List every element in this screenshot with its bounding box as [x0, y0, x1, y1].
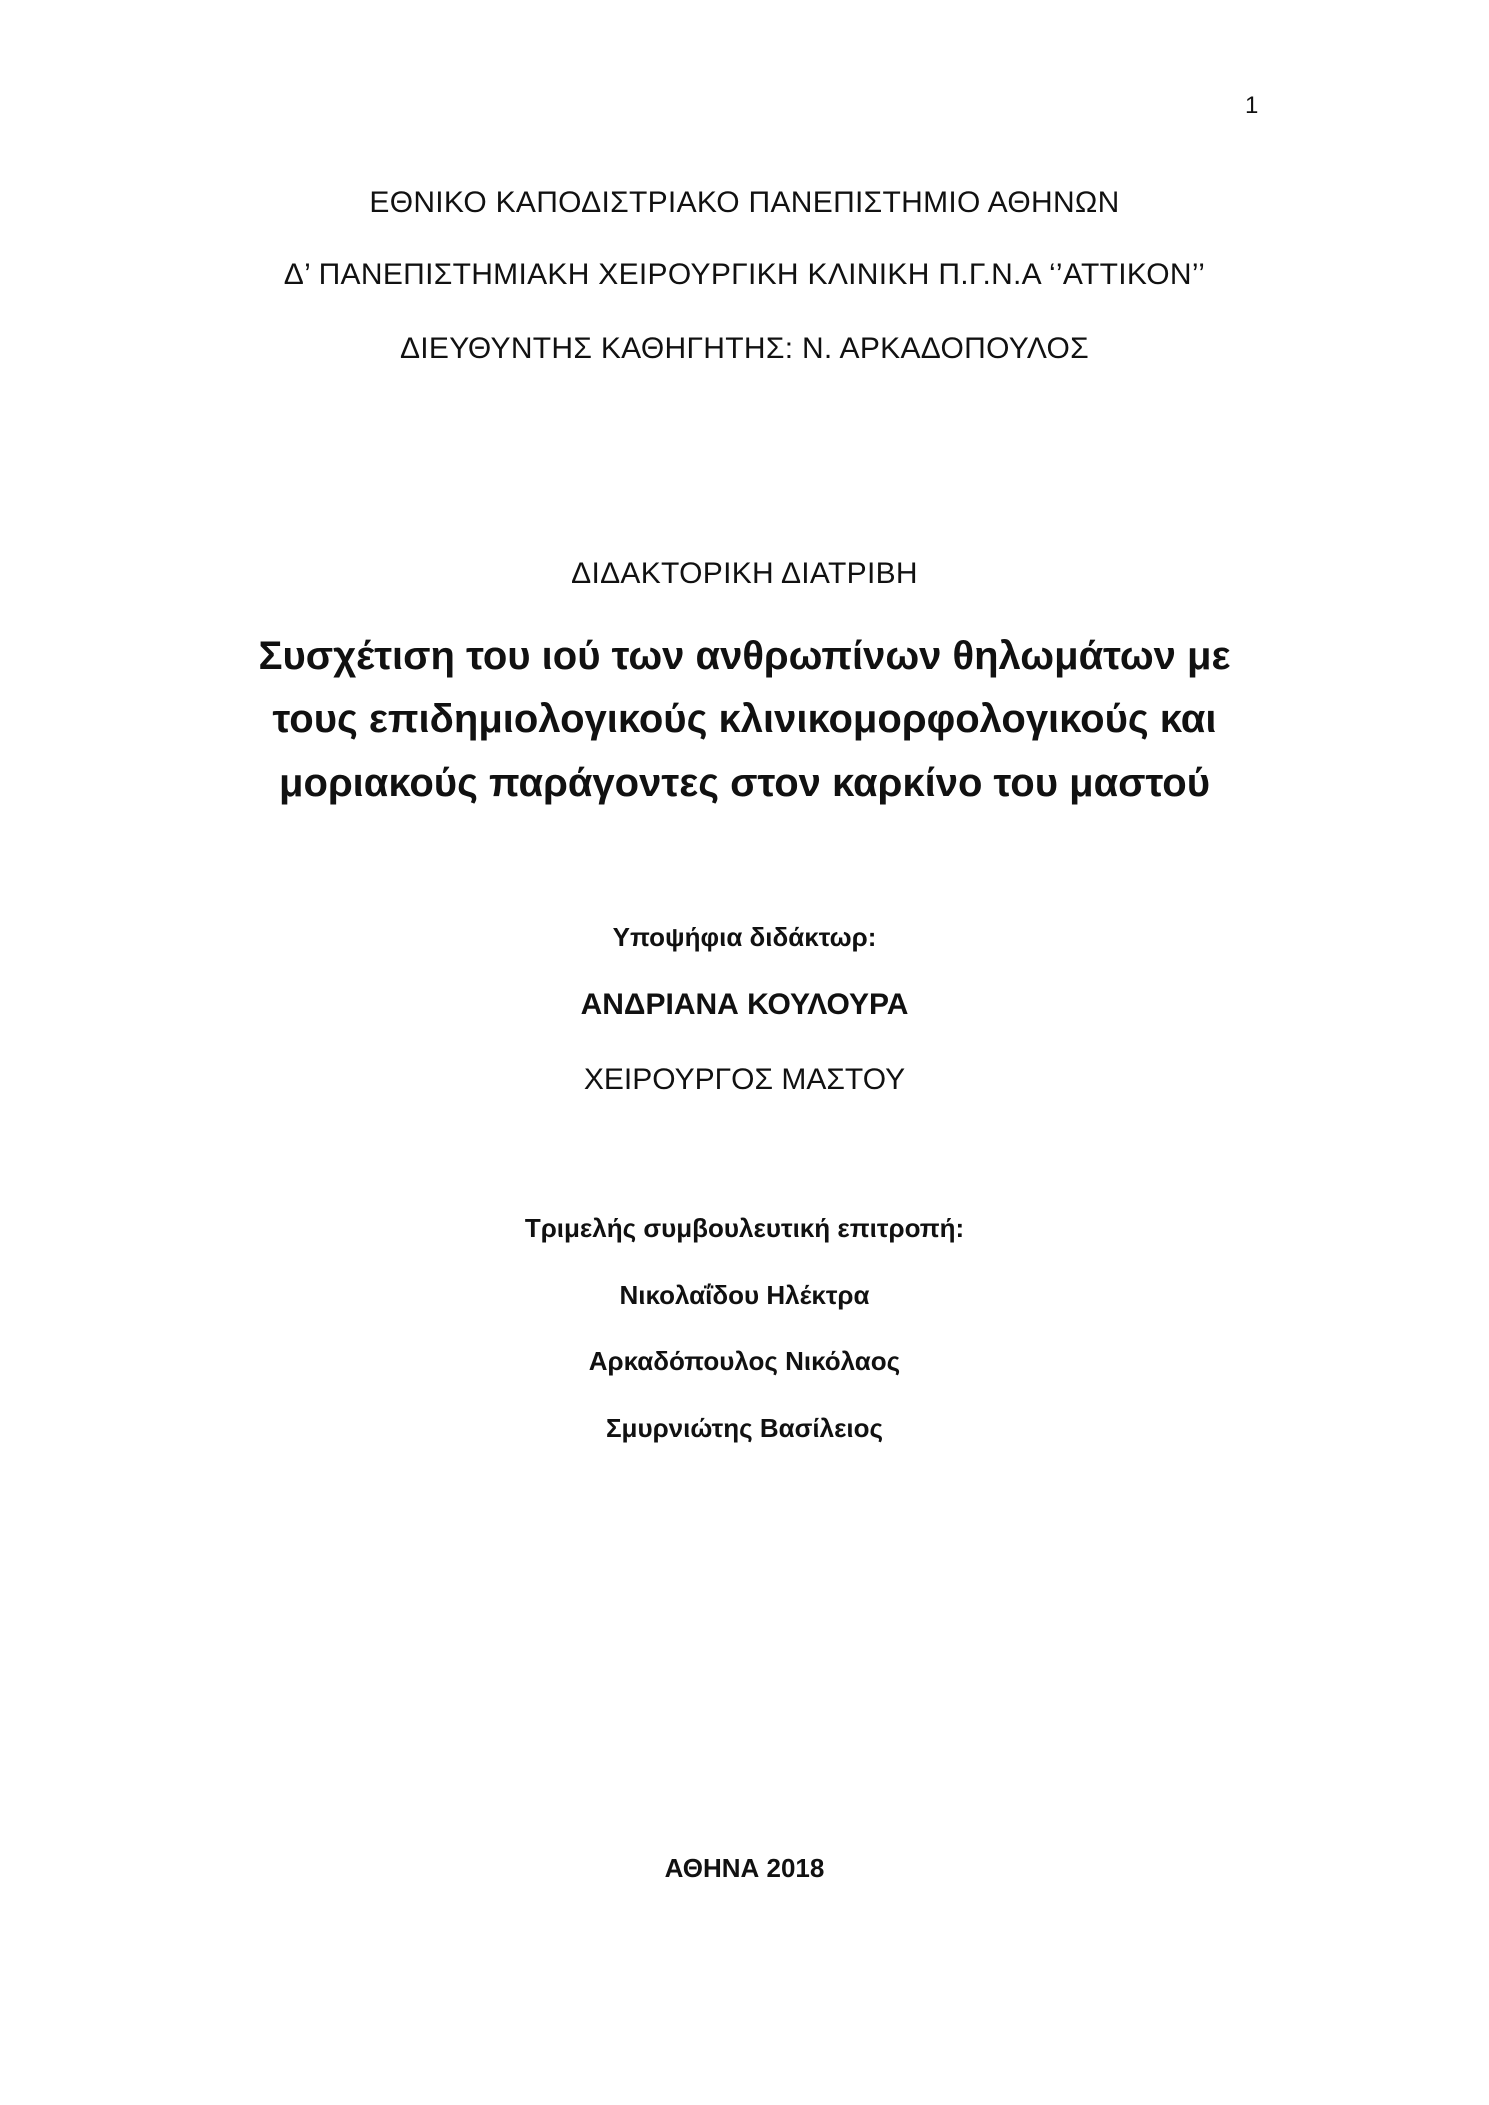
thesis-title-line-2: τους επιδημιολογικούς κλινικομορφολογικούς και	[272, 697, 1217, 741]
document-type: ΔΙΔΑΚΤΟΡΙΚΗ ΔΙΑΤΡΙΒΗ	[571, 557, 918, 590]
director-line: ΔΙΕΥΘΥΝΤΗΣ ΚΑΘΗΓΗΤΗΣ: Ν. ΑΡΚΑΔΟΠΟΥΛΟΣ	[399, 332, 1090, 365]
committee-member: Αρκαδόπουλος Νικόλαος	[588, 1346, 901, 1376]
candidate-label: Υποψήφια διδάκτωρ:	[612, 922, 877, 952]
candidate-role: ΧΕΙΡΟΥΡΓΟΣ ΜΑΣΤΟΥ	[583, 1063, 906, 1096]
thesis-title-line-1: Συσχέτιση του ιού των ανθρωπίνων θηλωμάτων με	[258, 634, 1231, 678]
thesis-title-line-3: μοριακούς παράγοντες στον καρκίνο του μαστού	[279, 761, 1210, 805]
candidate-name: ΑΝΔΡΙΑΝΑ ΚΟΥΛΟΥΡΑ	[580, 988, 909, 1021]
clinic-name: Δ’ ΠΑΝΕΠΙΣΤΗΜΙΑΚΗ ΧΕΙΡΟΥΡΓΙΚΗ ΚΛΙΝΙΚΗ Π.Γ.Ν.Α ‘’ΑΤΤΙΚΟΝ’’	[283, 258, 1206, 291]
place-year: ΑΘΗΝΑ 2018	[664, 1853, 825, 1883]
committee-member: Νικολαΐδου Ηλέκτρα	[619, 1280, 870, 1310]
university-name: ΕΘΝΙΚΟ ΚΑΠΟΔΙΣΤΡΙΑΚΟ ΠΑΝΕΠΙΣΤΗΜΙΟ ΑΘΗΝΩΝ	[369, 186, 1120, 219]
page-number: 1	[1245, 92, 1259, 119]
committee-label: Τριμελής συμβουλευτική επιτροπή:	[524, 1213, 965, 1243]
committee-member: Σμυρνιώτης Βασίλειος	[605, 1413, 884, 1443]
